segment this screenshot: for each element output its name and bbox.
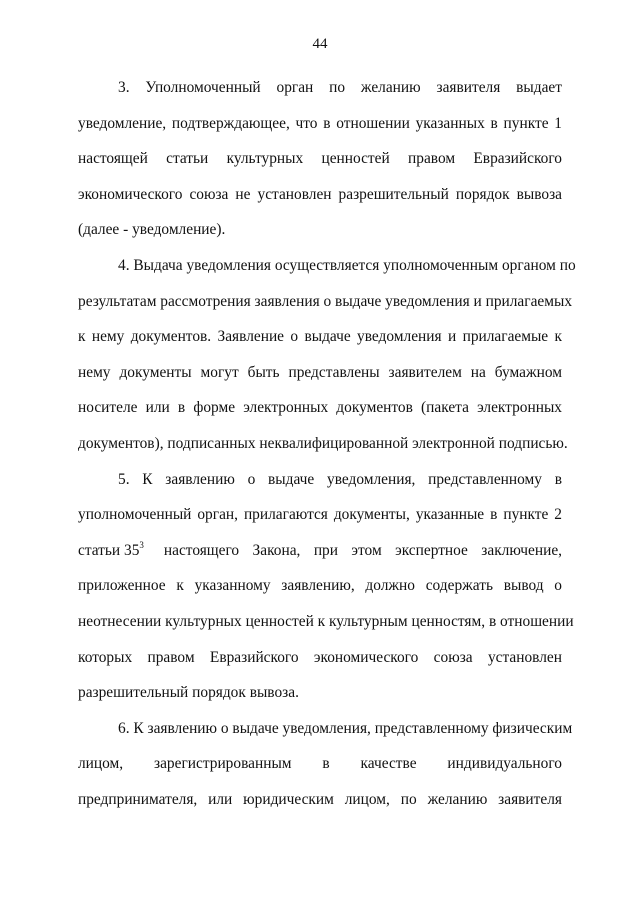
text-line: неотнесении культурных ценностей к культурным ценностям, в отношении [78,612,574,630]
article-superscript: 3 [139,539,144,550]
text-line: настоящей статьи культурных ценностей правом Евразийского [78,150,562,168]
article-reference: статьи $35^3$ [78,539,144,559]
text-line-continuation: настоящего Закона, при этом экспертное заключение, [163,541,562,559]
text-line: уведомление, подтверждающее, что в отношении указанных в пункте 1 [78,114,562,132]
text-line: нему документы могут быть представлены заявителем на бумажном [78,363,562,381]
paragraph-4 [78,248,576,462]
text-line: 6. К заявлению о выдаче уведомления, представленному физическим [118,719,573,737]
text-line: уполномоченный орган, прилагаются документы, указанные в пункте 2 [78,506,562,524]
text-line: документов), подписанных неквалифицированной электронной подписью. [78,434,568,452]
page-number: 44 [312,36,328,52]
paragraph-3 [78,70,562,248]
text-line-with-reference [78,533,562,569]
document-body [78,70,576,817]
text-line: предпринимателя, или юридическим лицом, по желанию заявителя [78,790,562,808]
text-line: носителе или в форме электронных документов (пакета электронных [78,399,562,417]
text-line: лицом, зарегистрированным в качестве индивидуального [78,755,562,773]
text-line: 4. Выдача уведомления осуществляется уполномоченным органом по [118,256,576,274]
text-line: 3. Уполномоченный орган по желанию заявителя выдает [118,79,562,96]
paragraph-5 [78,462,574,711]
text-line: экономического союза не установлен разрешительный порядок вывоза [78,185,562,203]
text-line: приложенное к указанному заявлению, должно содержать вывод о [78,577,562,595]
text-line: 5. К заявлению о выдаче уведомления, представленному в [118,470,562,488]
paragraph-6 [78,711,573,818]
text-line: разрешительный порядок вывоза. [78,684,299,702]
text-line: (далее - уведомление). [78,221,226,239]
text-line: к нему документов. Заявление о выдаче уведомления и прилагаемые к [78,328,562,346]
text-line: которых правом Евразийского экономического союза установлен [78,648,562,666]
text-line: результатам рассмотрения заявления о выдаче уведомления и прилагаемых [78,292,573,310]
